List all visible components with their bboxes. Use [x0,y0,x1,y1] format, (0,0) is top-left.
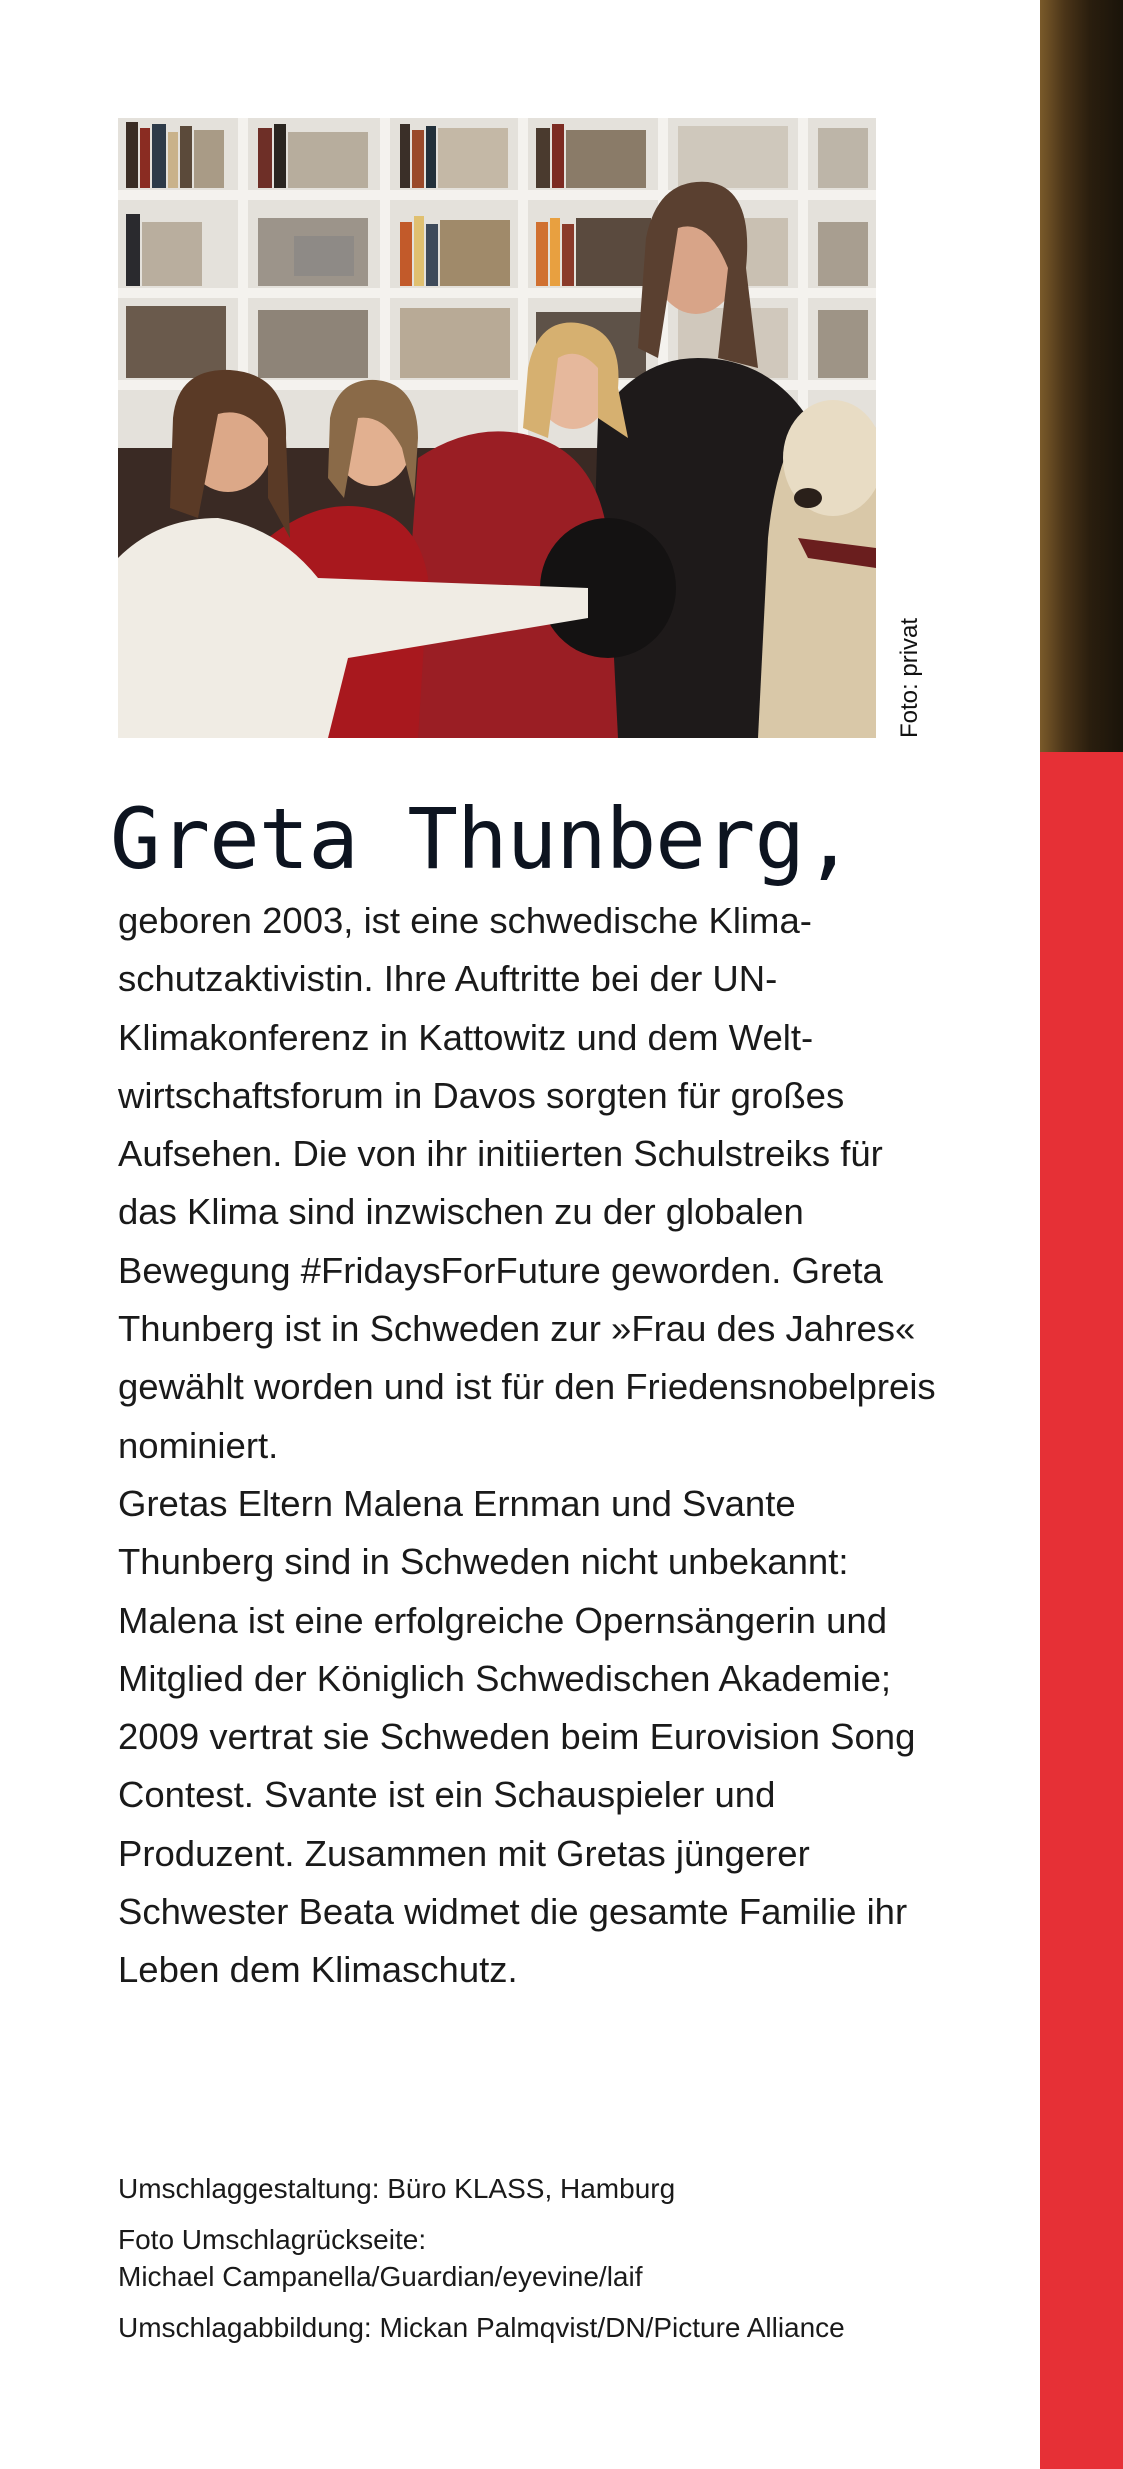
back-photo-credit [118,2221,978,2295]
author-name-heading: Greta Thunberg, [110,790,854,888]
back-photo-label: Foto Umschlagrückseite: [118,2224,427,2255]
bio-paragraph: geboren 2003, ist eine schwedische Klimaschutzaktivistin. Ihre Auftritte bei der UN-Klimakonferenz in Kattowitz und dem Weltwirtschaftsforum in Davos sorgten für großes Aufsehen. Die von ihr initiierten Schulstreiks für das Klima sind inzwischen zu der globalen Bewegung #FridaysForFuture geworden. Greta Thunberg ist in Schweden zur »Frau des Jahres« gewählt worden und ist für den Friedensnobelpreis nominiert. [118,900,936,1466]
spine-photo-strip [1040,0,1123,752]
bio-paragraph: Gretas Eltern Malena Ernman und Svante Thunberg sind in Schweden nicht unbekannt: Malena ist eine erfolgreiche Opernsängerin und Mitglied der Königlich Schwedischen Akademie; 2009 vertrat sie Schweden beim Eurovision Song Contest. Svante ist ein Schauspieler und Produzent. Zusammen mit Gretas jüngerer Schwester Beata widmet die gesamte Familie ihr Leben dem Klimaschutz. [118,1482,916,1991]
colophon [118,2170,978,2360]
back-photo-source: Michael Campanella/Guardian/eyevine/laif [118,2261,643,2292]
cover-image-credit: Umschlagabbildung: Mickan Palmqvist/DN/Picture Alliance [118,2312,845,2343]
cover-design-credit: Umschlaggestaltung: Büro KLASS, Hamburg [118,2173,676,2204]
spine-red-strip [1040,752,1123,2469]
author-biography [118,892,948,2000]
family-portrait-photo [118,118,876,738]
photo-credit: Foto: privat [896,617,923,738]
